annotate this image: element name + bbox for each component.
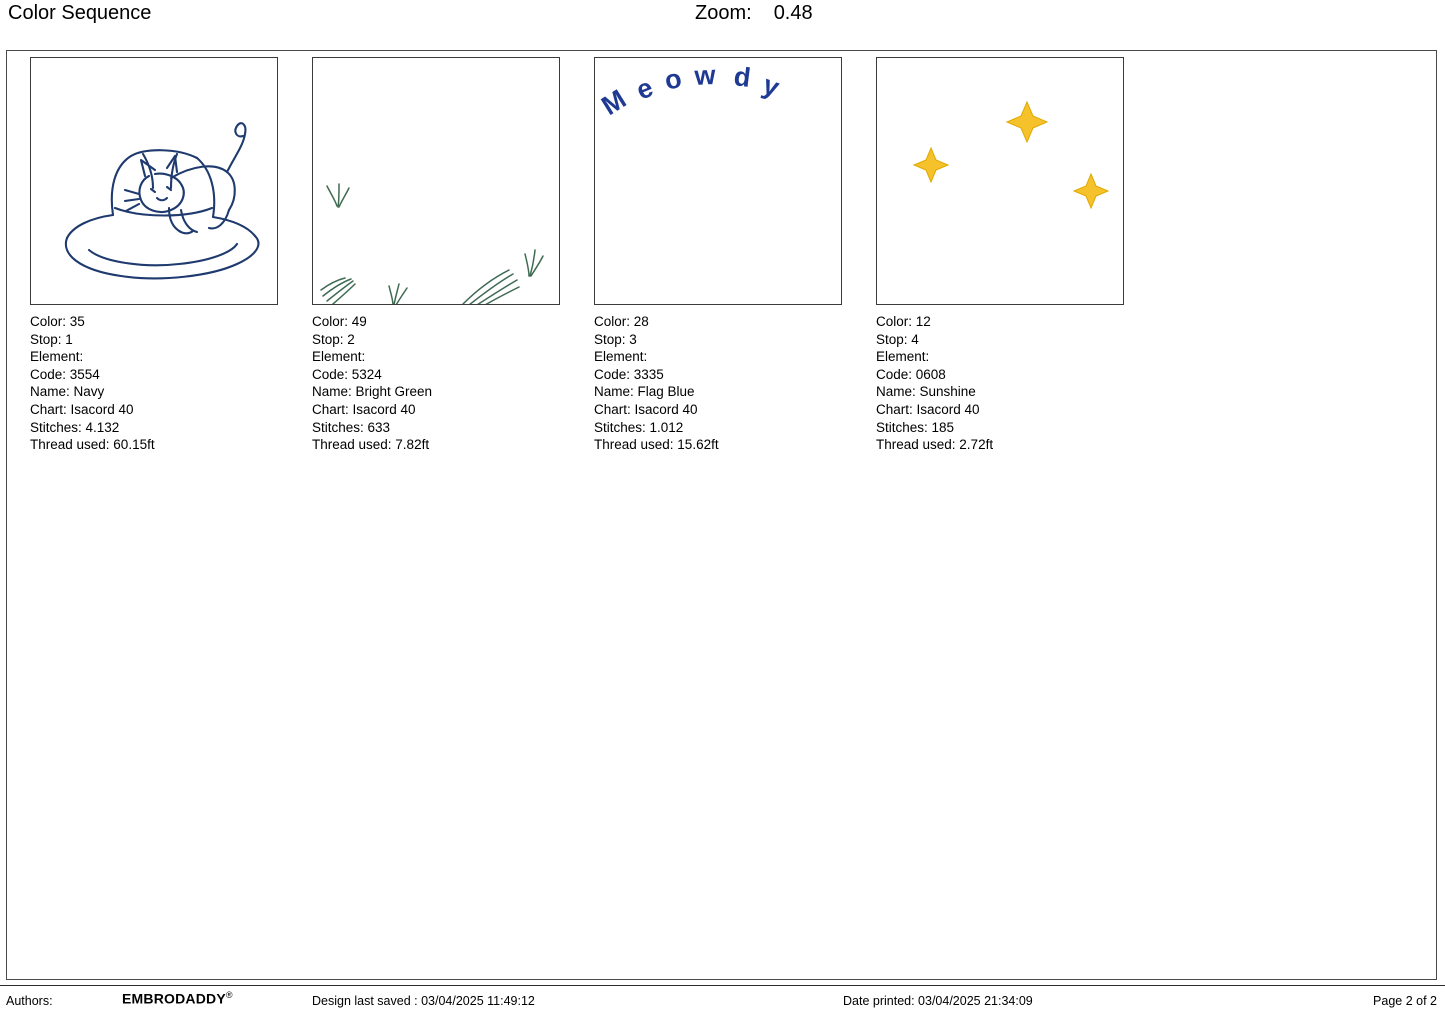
page-title: Color Sequence	[8, 2, 152, 24]
info-thread-used: Thread used: 2.72ft	[876, 437, 994, 453]
info-name: Name: Flag Blue	[594, 384, 695, 400]
info-name: Name: Navy	[30, 384, 105, 400]
svg-text:w: w	[693, 59, 717, 91]
info-color: Color: 49	[312, 314, 367, 329]
info-thread-used: Thread used: 7.82ft	[312, 437, 430, 453]
authors-label: Authors:	[6, 994, 53, 1008]
zoom-value: 0.48	[773, 2, 813, 24]
color-block[interactable]	[876, 57, 1158, 454]
info-color: Color: 35	[30, 314, 85, 329]
design-preview-swatch	[30, 57, 278, 305]
info-chart: Chart: Isacord 40	[594, 401, 698, 417]
info-element: Element:	[594, 349, 648, 365]
design-preview-swatch	[312, 57, 560, 305]
info-code: Code: 0608	[876, 366, 946, 382]
info-stop: Stop: 4	[876, 331, 919, 347]
grass-tufts-artwork	[313, 58, 559, 304]
info-element: Element:	[312, 349, 366, 365]
meowdy-arched-text-artwork	[595, 58, 842, 305]
info-stitches: Stitches: 633	[312, 419, 391, 435]
date-printed: Date printed: 03/04/2025 21:34:09	[843, 994, 1033, 1008]
design-preview-swatch	[876, 57, 1124, 305]
info-thread-used: Thread used: 15.62ft	[594, 437, 719, 453]
info-stop: Stop: 2	[312, 331, 355, 347]
brand-text: EMBRODADDY	[122, 990, 226, 1007]
info-name: Name: Bright Green	[312, 384, 433, 400]
info-stitches: Stitches: 185	[876, 419, 955, 435]
page-number: Page 2 of 2	[1373, 994, 1437, 1008]
registered-mark-icon: ®	[225, 990, 233, 1000]
color-block[interactable]	[594, 57, 876, 454]
info-chart: Chart: Isacord 40	[876, 401, 980, 417]
info-code: Code: 5324	[312, 366, 382, 382]
info-code: Code: 3335	[594, 366, 664, 382]
info-stitches: Stitches: 1.012	[594, 419, 684, 435]
color-block-info	[312, 313, 594, 454]
info-thread-used: Thread used: 60.15ft	[30, 437, 155, 453]
info-color: Color: 28	[594, 314, 649, 329]
info-stitches: Stitches: 4.132	[30, 419, 120, 435]
footer-bar	[0, 988, 1445, 1018]
info-chart: Chart: Isacord 40	[312, 401, 416, 417]
info-chart: Chart: Isacord 40	[30, 401, 134, 417]
info-element: Element:	[876, 349, 930, 365]
three-stars-artwork	[877, 58, 1123, 304]
svg-text:e: e	[632, 72, 658, 106]
color-block[interactable]	[312, 57, 594, 454]
color-block-info	[876, 313, 1158, 454]
svg-text:M: M	[596, 83, 632, 122]
brand-name	[122, 990, 233, 1007]
design-preview-swatch	[594, 57, 842, 305]
footer-divider	[0, 985, 1445, 986]
svg-text:d: d	[732, 61, 753, 93]
color-block-info	[30, 313, 312, 454]
info-name: Name: Sunshine	[876, 384, 976, 400]
zoom-label: Zoom:	[695, 2, 752, 24]
zoom-control	[695, 2, 813, 25]
info-code: Code: 3554	[30, 366, 100, 382]
svg-text:y: y	[758, 69, 784, 103]
info-stop: Stop: 3	[594, 331, 637, 347]
info-element: Element:	[30, 349, 84, 365]
color-sequence-list	[30, 57, 1410, 454]
info-color: Color: 12	[876, 314, 931, 329]
header-bar	[0, 0, 1445, 50]
cat-on-cowboy-hat-artwork	[31, 58, 277, 304]
color-block-info	[594, 313, 876, 454]
svg-text:o: o	[661, 62, 685, 96]
info-stop: Stop: 1	[30, 331, 73, 347]
design-last-saved: Design last saved : 03/04/2025 11:49:12	[312, 994, 535, 1008]
color-block[interactable]	[30, 57, 312, 454]
